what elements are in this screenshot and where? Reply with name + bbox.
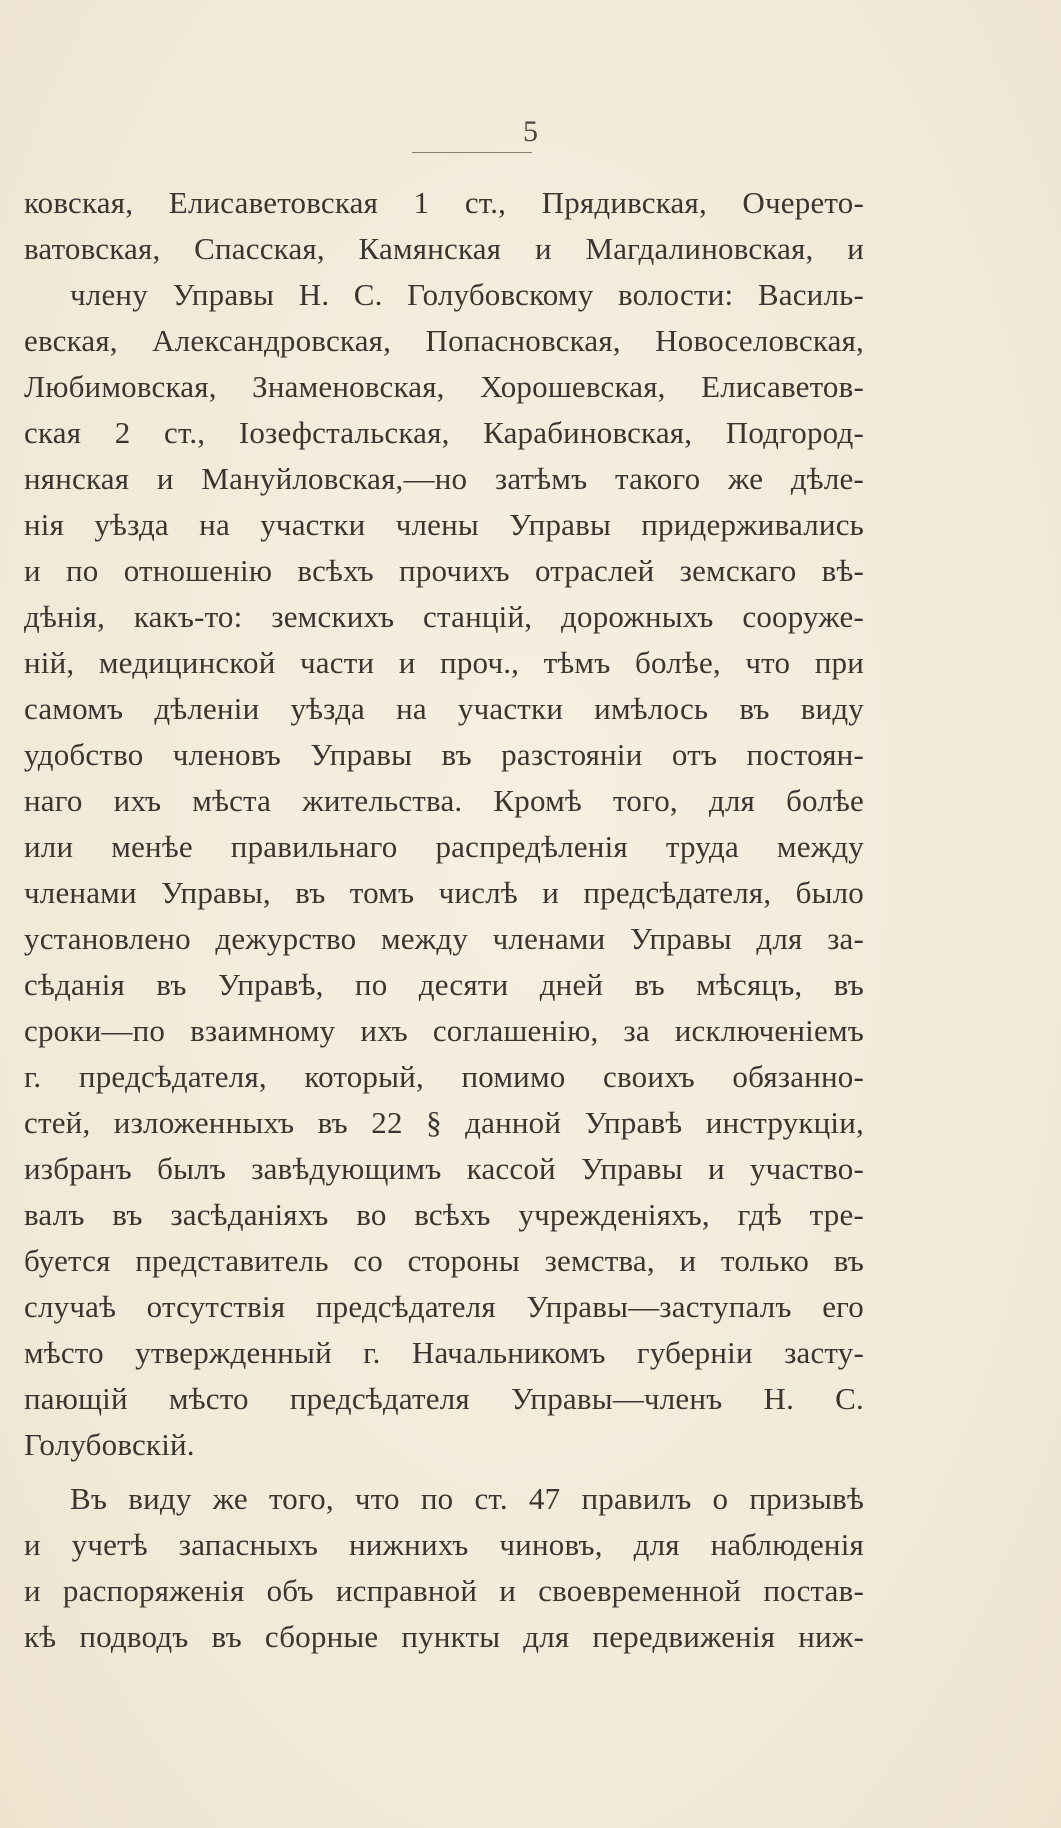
text-line: г. предсѣдателя, который, помимо своихъ обязанно-	[24, 1059, 864, 1094]
text-line: и по отношенiю всѣхъ прочихъ отраслей земскаго вѣ-	[24, 553, 864, 588]
text-line: случаѣ отсутствiя предсѣдателя Управы—заступалъ его	[24, 1289, 864, 1324]
text-line: валъ въ засѣданiяхъ во всѣхъ учрежденiяхъ, гдѣ тре-	[24, 1197, 864, 1232]
text-line: Голубовскiй.	[24, 1427, 195, 1462]
text-line: нiя уѣзда на участки члены Управы придерживались	[24, 507, 864, 542]
text-line: членами Управы, въ томъ числѣ и предсѣдателя, было	[24, 875, 864, 910]
text-line: члену Управы Н. С. Голубовскому волости: Василь-	[70, 277, 864, 312]
text-line: стей, изложенныхъ въ 22 § данной Управѣ инструкцiи,	[24, 1105, 864, 1140]
page-number: 5	[523, 115, 538, 148]
text-line: евская, Александровская, Попасновская, Новоселовская,	[24, 323, 864, 358]
text-line: и учетѣ запасныхъ нижнихъ чиновъ, для наблюденiя	[24, 1527, 864, 1562]
text-line: самомъ дѣленiи уѣзда на участки имѣлось въ виду	[24, 691, 864, 726]
text-line: или менѣе правильнаго распредѣленiя труда между	[24, 829, 864, 864]
text-line: и распоряженiя объ исправной и своевременной постав-	[24, 1573, 864, 1608]
page-number-rule	[412, 152, 532, 153]
text-line: сѣданiя въ Управѣ, по десяти дней въ мѣсяцъ, въ	[24, 967, 864, 1002]
text-line: наго ихъ мѣста жительства. Кромѣ того, для болѣе	[24, 783, 864, 818]
paragraph-gap	[24, 1468, 864, 1476]
text-line: ковская, Елисаветовская 1 ст., Прядивская, Очерето-	[24, 185, 864, 220]
text-line: Въ виду же того, что по ст. 47 правилъ о призывѣ	[70, 1481, 864, 1516]
text-line: ская 2 ст., Iозефстальская, Карабиновская, Подгород-	[24, 415, 864, 450]
text-line: буется представитель со стороны земства, и только въ	[24, 1243, 864, 1278]
body-text	[24, 180, 864, 1660]
text-line: удобство членовъ Управы въ разстоянiи отъ постоян-	[24, 737, 864, 772]
text-line: нянская и Мануйловская,—но затѣмъ такого же дѣле-	[24, 461, 864, 496]
text-line: избранъ былъ завѣдующимъ кассой Управы и участво-	[24, 1151, 864, 1186]
text-line: нiй, медицинской части и проч., тѣмъ болѣе, что при	[24, 645, 864, 680]
text-line: ватовская, Спасская, Камянская и Магдалиновская, и	[24, 231, 864, 266]
text-line: сроки—по взаимному ихъ соглашенiю, за исключенiемъ	[24, 1013, 864, 1048]
text-line: пающiй мѣсто предсѣдателя Управы—членъ Н. С.	[24, 1381, 864, 1416]
text-line: кѣ подводъ въ сборные пункты для передвиженiя ниж-	[24, 1619, 864, 1654]
text-line: Любимовская, Знаменовская, Хорошевская, Елисаветов-	[24, 369, 864, 404]
text-line: мѣсто утвержденный г. Начальникомъ губернiи засту-	[24, 1335, 864, 1370]
text-line: установлено дежурство между членами Управы для за-	[24, 921, 864, 956]
text-line: дѣнiя, какъ-то: земскихъ станцiй, дорожныхъ сооруже-	[24, 599, 864, 634]
